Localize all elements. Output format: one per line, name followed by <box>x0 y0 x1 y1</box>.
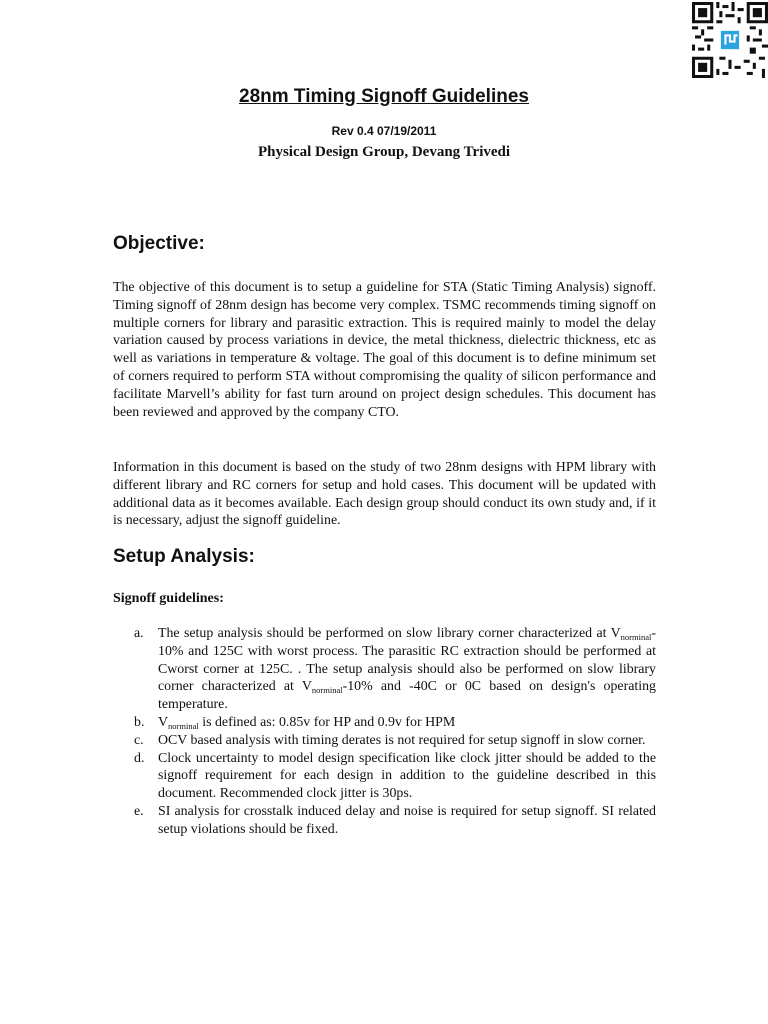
signoff-guidelines-list <box>113 625 656 839</box>
subscript: norminal <box>311 685 343 696</box>
item-text: SI analysis for crosstalk induced delay and noise is required for setup signoff. SI related setup violations should be fixed. <box>158 803 656 837</box>
list-marker: b. <box>134 714 145 730</box>
objective-paragraph-1: The objective of this document is to setup a guideline for STA (Static Timing Analysis) signoff. Timing signoff of 28nm design has become very complex. TSMC recommends timing signoff on multiple corners for library and parasitic extraction. This is required mainly to model the delay variation caused by process variations in device, the metal thickness, dielectric thickness, etc as well as variations in temperature & voltage. The goal of this document is to define minimum set of corners required to perform STA without compromising the quality of silicon performance and facilitate Marvell’s ability for fast turn around on project design schedules. This document has been reviewed and approved by the company CTO. <box>113 280 656 420</box>
item-text: Clock uncertainty to model design specification like clock jitter should be added to the signoff requirement for each design in addition to the guideline described in this document. Recommended clock jitter is 30ps. <box>158 750 656 802</box>
list-marker: d. <box>134 750 145 766</box>
item-text: The setup analysis should be performed on slow library corner characterized at V <box>158 626 621 641</box>
list-marker: e. <box>134 803 144 819</box>
revision-line: Rev 0.4 07/19/2011 <box>331 124 437 138</box>
objective-paragraph-2: Information in this document is based on the study of two 28nm designs with HPM library with different library and RC corners for setup and hold cases. This document will be updated with additional data as it becomes available. Each design group should conduct its own study and, if it is necessary, adjust the signoff guideline. <box>113 460 656 529</box>
author-line: Physical Design Group, Devang Trivedi <box>257 144 511 160</box>
list-item <box>113 732 656 750</box>
item-text: V <box>158 714 169 730</box>
list-item <box>113 750 656 803</box>
subscript: norminal <box>620 632 652 642</box>
item-text: is defined as: 0.85v for HP and 0.9v for HPM <box>198 714 456 730</box>
list-marker: a. <box>134 626 144 641</box>
document-title: 28nm Timing Signoff Guidelines <box>239 86 529 107</box>
list-item <box>113 625 656 714</box>
list-item <box>113 714 656 732</box>
objective-heading: Objective: <box>113 233 205 254</box>
list-item <box>113 803 656 839</box>
setup-analysis-heading: Setup Analysis: <box>113 546 255 567</box>
signoff-guidelines-subheading: Signoff guidelines: <box>113 591 224 606</box>
list-marker: c. <box>134 732 144 748</box>
qr-code-icon <box>692 2 768 78</box>
item-text: -10% and 125C with worst process. The parasitic RC extraction should be performed at Cworst corner at 125C. . The setup analysis should also be performed on slow library corner characterized at V <box>158 626 656 695</box>
item-text: OCV based analysis with timing derates is not required for setup signoff in slow corner. <box>158 732 646 748</box>
item-text: -10% and -40C or 0C based on design's operating temperature. <box>158 679 657 713</box>
subscript: norminal <box>168 720 199 731</box>
